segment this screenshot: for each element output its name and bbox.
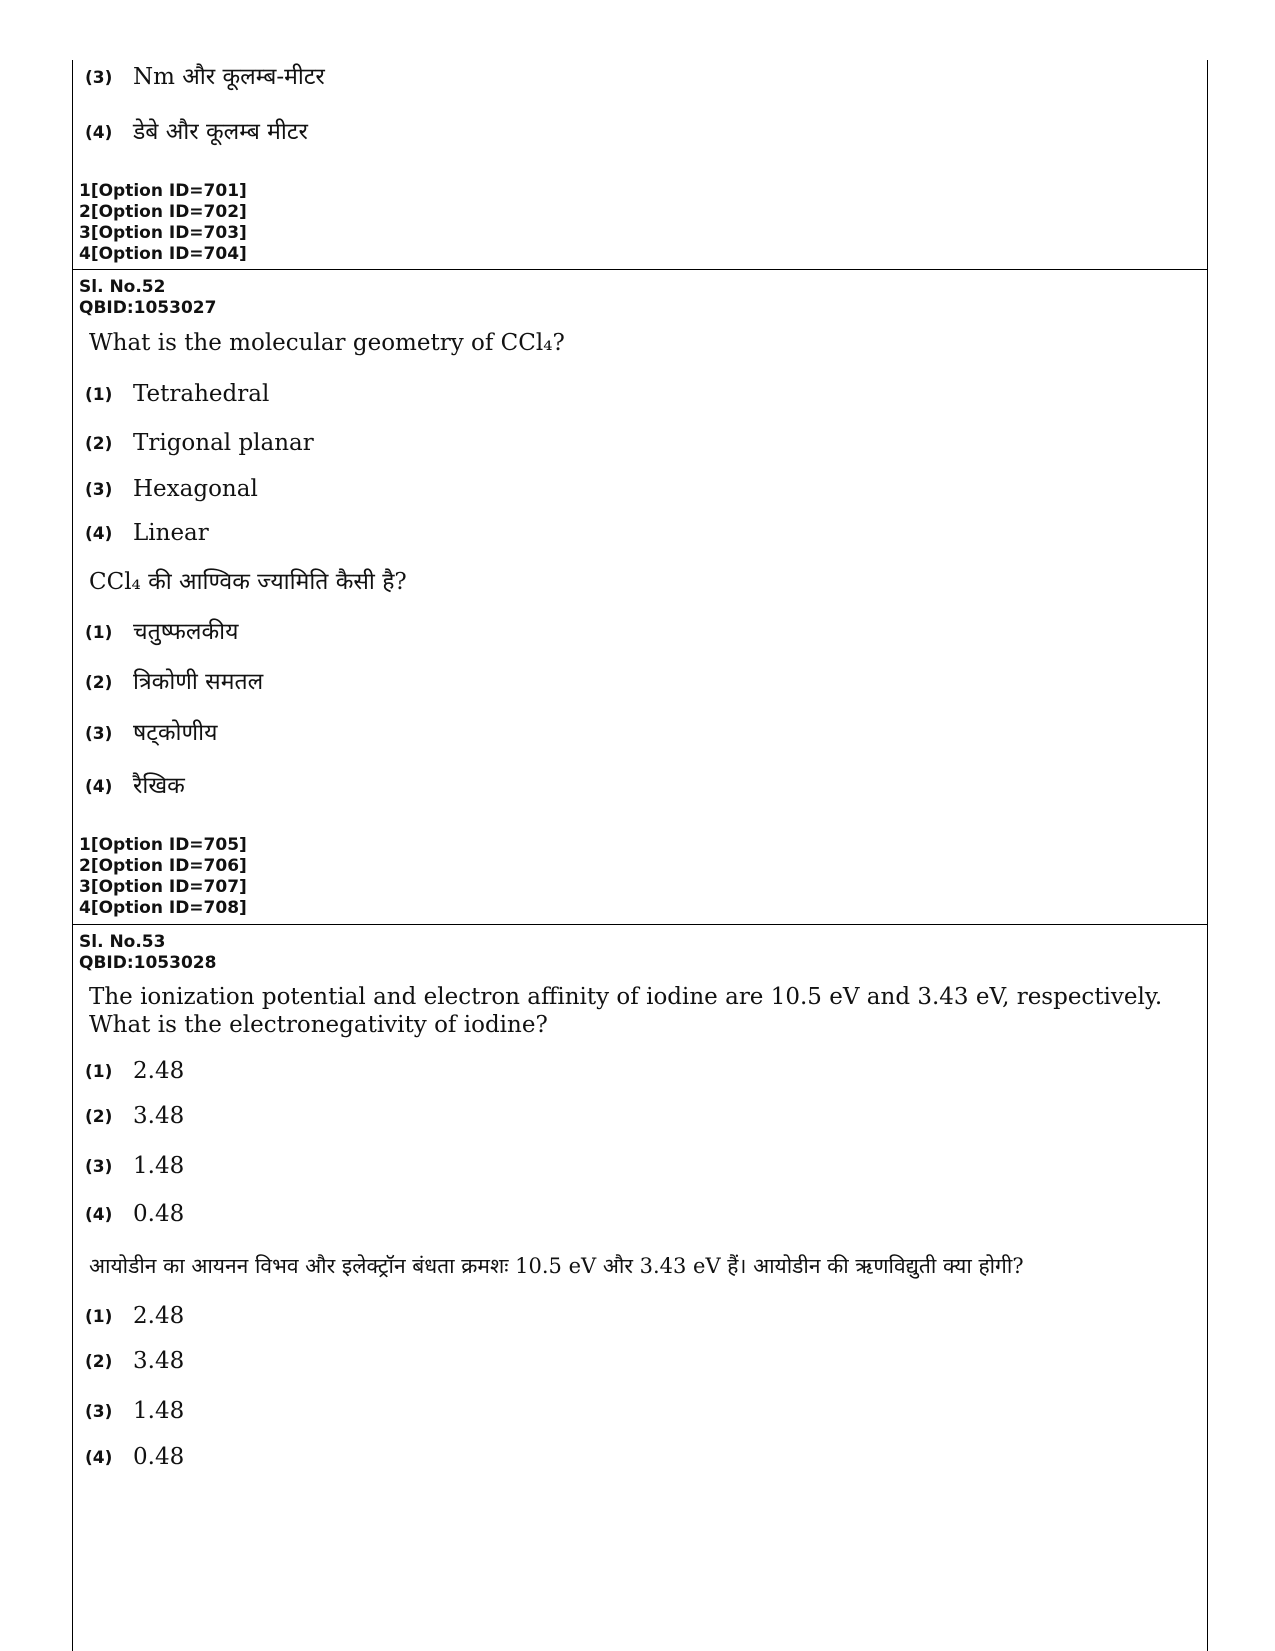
option-text: 3.48	[133, 1103, 185, 1129]
question-divider	[73, 924, 1207, 925]
option-text: 0.48	[133, 1201, 185, 1227]
q52-option-ids	[79, 835, 247, 919]
option-id: 1[Option ID=701]	[79, 181, 247, 201]
q51-option-ids	[79, 181, 247, 265]
q52-qbid: QBID:1053027	[79, 298, 217, 318]
option-text: षट्कोणीय	[133, 720, 218, 746]
option-id: 4[Option ID=704]	[79, 244, 247, 264]
option-id: 3[Option ID=703]	[79, 223, 247, 243]
option-text: रैखिक	[133, 773, 185, 799]
option-number: (2)	[85, 673, 113, 693]
option-text: त्रिकोणी समतल	[133, 669, 264, 695]
option-text: Trigonal planar	[133, 430, 314, 456]
q53-question-hi: आयोडीन का आयनन विभव और इलेक्ट्रॉन बंधता क्रमशः 10.5 eV और 3.43 eV हैं। आयोडीन की ऋणविद्युती क्या होगी?	[89, 1254, 1024, 1278]
q53-qbid: QBID:1053028	[79, 953, 217, 973]
option-number: (3)	[85, 68, 113, 88]
option-text: Linear	[133, 520, 209, 546]
option-number: (4)	[85, 1448, 113, 1468]
option-number: (4)	[85, 777, 113, 797]
option-text: Hexagonal	[133, 476, 258, 502]
option-id: 3[Option ID=707]	[79, 877, 247, 897]
q52-question-hi: CCl₄ की आण्विक ज्यामिति कैसी है?	[89, 569, 407, 595]
option-number: (1)	[85, 1062, 113, 1082]
option-number: (4)	[85, 123, 113, 143]
q52-question-en: What is the molecular geometry of CCl₄?	[89, 330, 565, 356]
option-number: (1)	[85, 623, 113, 643]
option-id: 1[Option ID=705]	[79, 835, 247, 855]
option-id: 2[Option ID=706]	[79, 856, 247, 876]
option-text: चतुष्फलकीय	[133, 619, 239, 645]
option-number: (2)	[85, 434, 113, 454]
option-number: (4)	[85, 524, 113, 544]
option-text: डेबे और कूलम्ब मीटर	[133, 119, 308, 145]
q52-sl-no: Sl. No.52	[79, 277, 166, 297]
option-text: 1.48	[133, 1398, 185, 1424]
option-id: 4[Option ID=708]	[79, 898, 247, 918]
option-text: 2.48	[133, 1303, 185, 1329]
q53-question-en-line2: What is the electronegativity of iodine?	[89, 1012, 548, 1038]
option-id: 2[Option ID=702]	[79, 202, 247, 222]
q53-sl-no: Sl. No.53	[79, 932, 166, 952]
option-number: (2)	[85, 1107, 113, 1127]
option-number: (2)	[85, 1352, 113, 1372]
option-number: (3)	[85, 1402, 113, 1422]
option-text: 0.48	[133, 1444, 185, 1470]
q53-question-en-line1: The ionization potential and electron affinity of iodine are 10.5 eV and 3.43 eV, respectively.	[89, 984, 1163, 1010]
option-text: 1.48	[133, 1153, 185, 1179]
option-text: 2.48	[133, 1058, 185, 1084]
option-text: 3.48	[133, 1348, 185, 1374]
option-number: (1)	[85, 1307, 113, 1327]
option-number: (3)	[85, 1157, 113, 1177]
question-divider	[73, 269, 1207, 270]
question-paper-page	[72, 60, 1208, 1651]
option-text: Nm और कूलम्ब-मीटर	[133, 64, 325, 90]
option-number: (3)	[85, 724, 113, 744]
option-number: (3)	[85, 480, 113, 500]
option-text: Tetrahedral	[133, 381, 270, 407]
option-number: (4)	[85, 1205, 113, 1225]
option-number: (1)	[85, 385, 113, 405]
